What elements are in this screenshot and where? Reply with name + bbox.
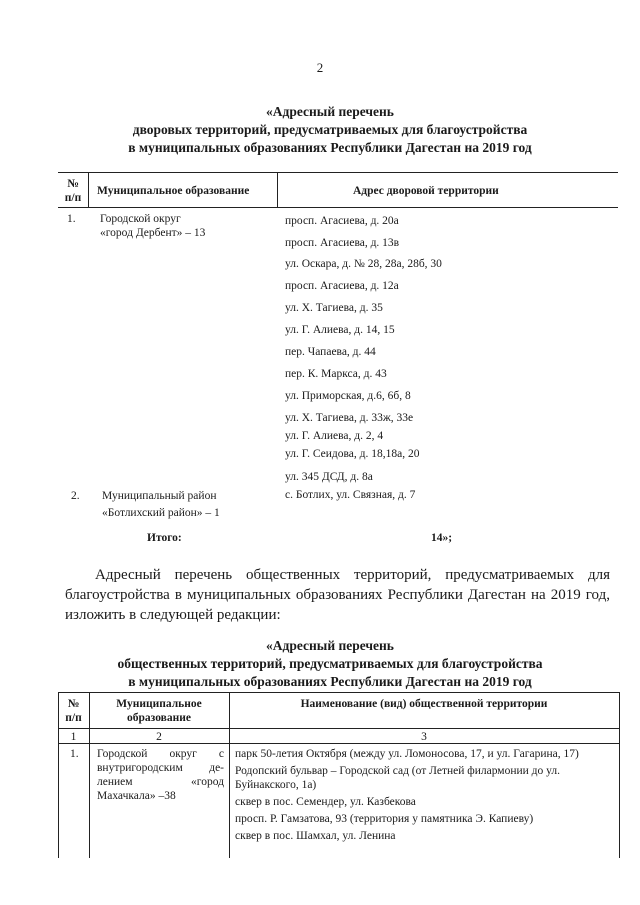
- address-item: ул. Г. Алиева, д. 14, 15: [285, 324, 395, 336]
- territory-item: Родопский бульвар – Городской сад (от Летней филармонии до ул. Буйнакского, 1а): [235, 765, 560, 791]
- address-item: ул. Г. Алиева, д. 2, 4: [285, 430, 384, 442]
- municipality-line: Муниципальный район: [102, 490, 217, 502]
- municipality-line: лением «город: [97, 776, 224, 788]
- paragraph-line: благоустройства в муниципальных образованиях Республики Дагестан на 2019 год,: [65, 587, 610, 603]
- column-number: 2: [156, 731, 162, 743]
- table2-header-name: Наименование (вид) общественной территории: [300, 698, 548, 710]
- municipality-line: Городской округ: [100, 213, 181, 225]
- header-municipality-line: образование: [127, 712, 191, 724]
- table1-header-municipality: Муниципальное образование: [97, 185, 250, 197]
- header-num-label: п/п: [64, 192, 82, 204]
- table1-top-border: [58, 172, 618, 173]
- table1-header-num: [58, 177, 88, 205]
- table1-title-line: в муниципальных образованиях Республики Дагестан на 2019 год: [128, 140, 532, 155]
- table2-header-num: [58, 697, 89, 725]
- page-number: 2: [316, 60, 324, 75]
- territory-list: [235, 747, 613, 843]
- address-item: ул. Приморская, д.6, 6б, 8: [285, 390, 411, 402]
- table-row-municipality: [97, 747, 224, 803]
- address-item: ул. Г. Сеидова, д. 18,18а, 20: [285, 448, 420, 460]
- territory-item: просп. Р. Гамзатова, 93 (территория у памятника Э. Капиеву): [235, 813, 534, 825]
- table-row-municipality: [102, 489, 220, 520]
- table2-title-line: «Адресный перечень: [266, 638, 394, 653]
- address-item: ул. Х. Тагиева, д. 33ж, 33е: [285, 412, 414, 424]
- header-municipality-line: Муниципальное: [116, 698, 202, 710]
- header-num-symbol: №: [67, 698, 80, 710]
- municipality-line: «Ботлихский район» – 1: [102, 507, 220, 519]
- address-item: просп. Агасиева, д. 20а: [285, 215, 399, 227]
- table-row-municipality: [100, 212, 205, 240]
- table1-col-divider: [277, 172, 278, 207]
- column-number: 3: [421, 731, 427, 743]
- table2-title: [40, 637, 620, 691]
- table2-title-line: общественных территорий, предусматриваемых для благоустройства: [117, 656, 543, 671]
- table-row-number: 1.: [70, 748, 79, 760]
- address-item: ул. Оскара, д. № 28, 28а, 28б, 30: [285, 258, 442, 270]
- municipality-line: «город Дербент» – 13: [100, 227, 206, 239]
- address-item: пер. Чапаева, д. 44: [285, 346, 376, 358]
- table2-top-border: [58, 692, 620, 693]
- table2-col-divider: [229, 692, 230, 858]
- address-item: просп. Агасиева, д. 12а: [285, 280, 399, 292]
- table1-title: [40, 103, 620, 157]
- table2-right-border: [619, 692, 620, 858]
- body-paragraph: [65, 565, 610, 625]
- address-item: ул. Х. Тагиева, д. 35: [285, 302, 383, 314]
- table1-header-address: Адрес дворовой территории: [353, 185, 499, 197]
- table1-title-line: «Адресный перечень: [266, 104, 394, 119]
- table2-header-municipality: [89, 697, 229, 725]
- table-row-number: 2.: [71, 490, 80, 502]
- municipality-line: Городской округ с: [97, 748, 224, 760]
- table1-title-line: дворовых территорий, предусматриваемых для благоустройства: [132, 122, 528, 137]
- municipality-line: внутригородским де-: [97, 762, 224, 774]
- total-label: Итого:: [147, 532, 182, 544]
- territory-item: парк 50-летия Октября (между ул. Ломоносова, 17, и ул. Гагарина, 17): [235, 748, 579, 760]
- address-item: ул. 345 ДСД, д. 8а: [285, 471, 373, 483]
- table2-title-line: в муниципальных образованиях Республики Дагестан на 2019 год: [128, 674, 532, 689]
- address-item: просп. Агасиева, д. 13в: [285, 237, 400, 249]
- territory-item: сквер в пос. Шамхал, ул. Ленина: [235, 830, 396, 842]
- table2-header-border: [58, 728, 620, 729]
- header-num-label: п/п: [65, 712, 82, 724]
- column-number: 1: [70, 731, 77, 743]
- territory-item: сквер в пос. Семендер, ул. Казбекова: [235, 796, 416, 808]
- header-num-symbol: №: [67, 178, 79, 190]
- municipality-line: Махачкала» –38: [97, 790, 176, 802]
- table-row-number: 1.: [67, 213, 76, 225]
- address-item: с. Ботлих, ул. Связная, д. 7: [285, 489, 416, 501]
- paragraph-line: изложить в следующей редакции:: [65, 607, 281, 623]
- paragraph-line: Адресный перечень общественных территорий, предусматриваемых для: [95, 567, 610, 583]
- table1-header-border: [58, 207, 618, 208]
- address-item: пер. К. Маркса, д. 43: [285, 368, 387, 380]
- table1-col-divider: [88, 172, 89, 207]
- total-value: 14»;: [431, 532, 453, 544]
